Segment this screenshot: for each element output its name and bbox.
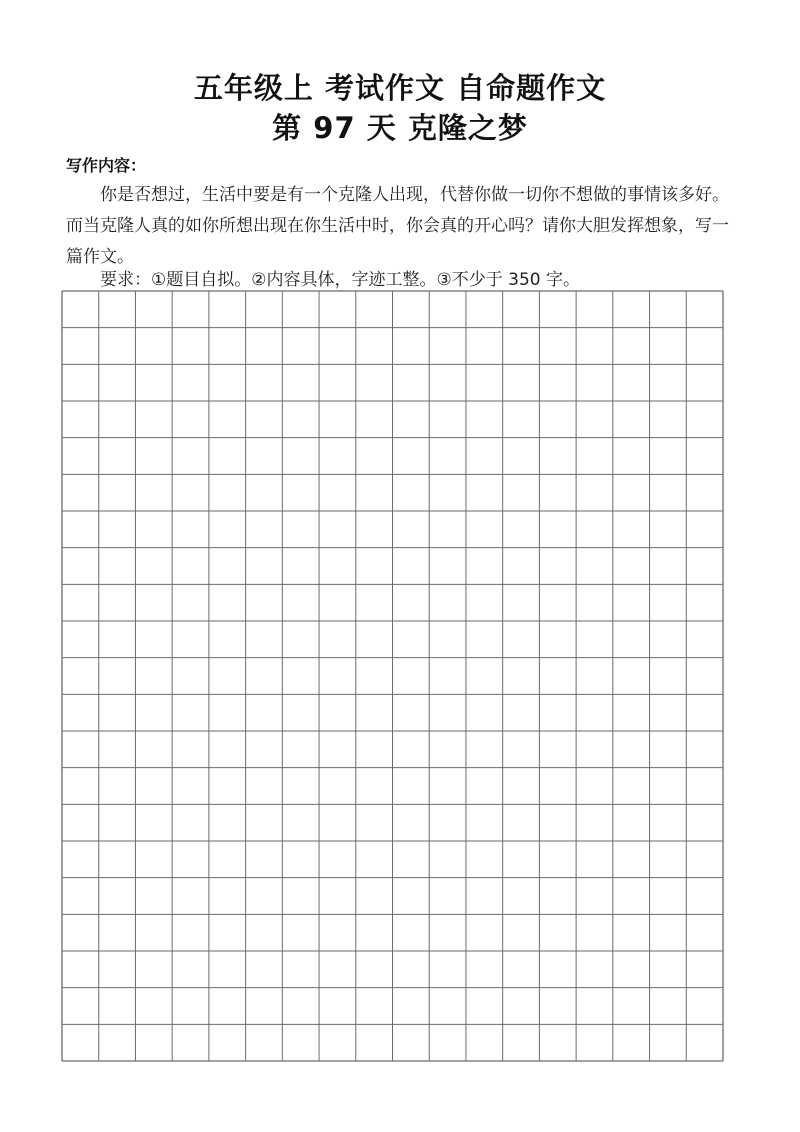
prompt-paragraph xyxy=(66,180,736,273)
section-label: 写作内容： xyxy=(66,156,147,175)
title-line-2: 第 97 天 克隆之梦 xyxy=(272,111,528,145)
writing-grid xyxy=(61,290,724,1064)
prompt-text: 你是否想过，生活中要是有一个克隆人出现，代替你做一切你不想做的事情该多好。而当克隆人真的如你所想出现在你生活中时，你会真的开心吗？请你大胆发挥想象，写一篇作文。 xyxy=(66,185,729,267)
requirements-text: 要求：①题目自拟。②内容具体，字迹工整。③不少于 350 字。 xyxy=(100,270,580,290)
title-line-1: 五年级上 考试作文 自命题作文 xyxy=(193,71,607,105)
